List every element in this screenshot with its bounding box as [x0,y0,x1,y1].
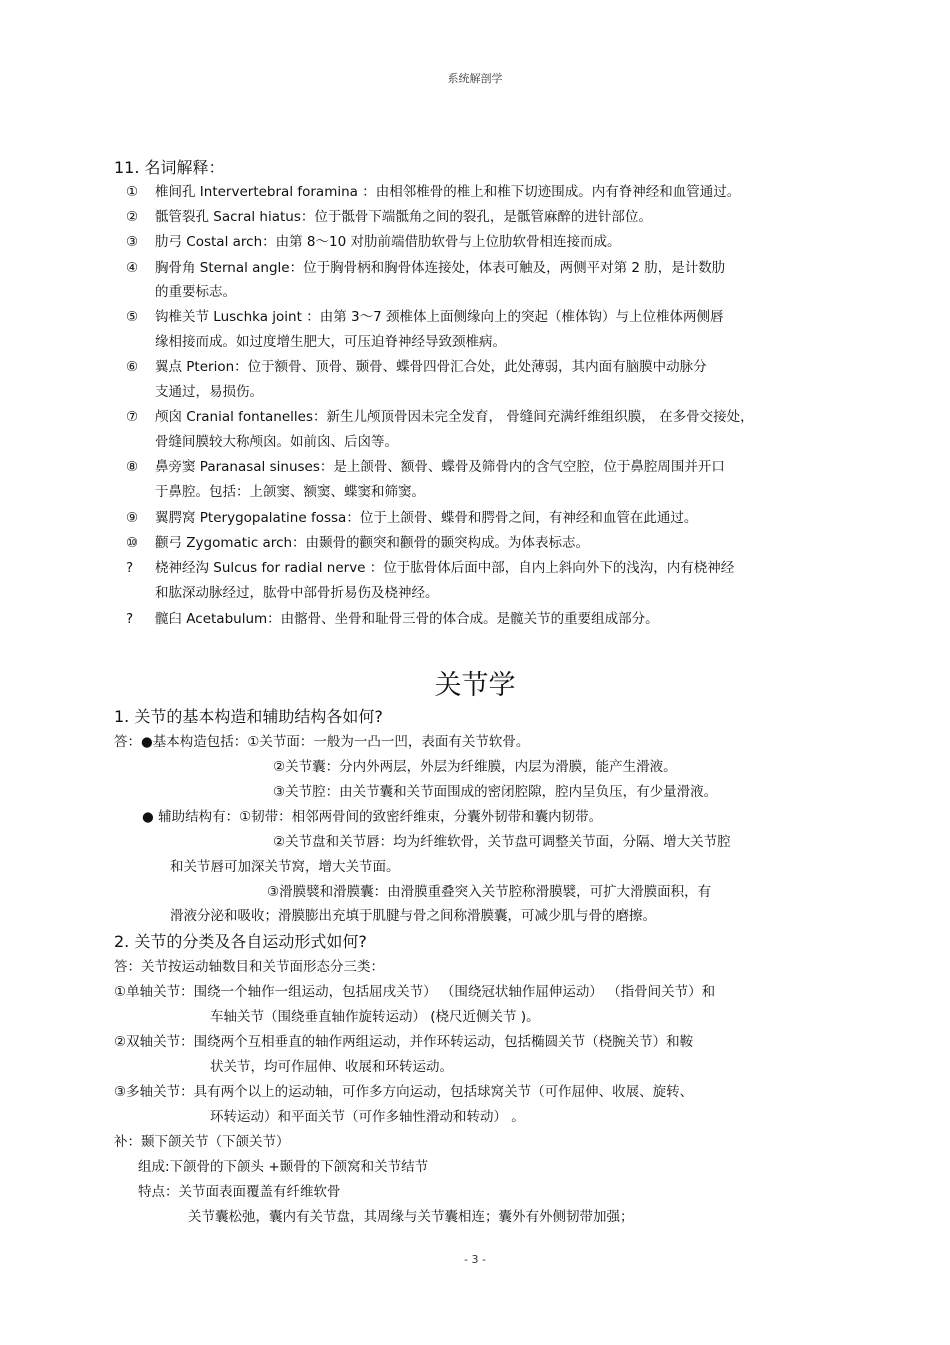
item-text-cont: 和肱深动脉经过，肱骨中部骨折易伤及桡神经。 [155,585,439,601]
item-text: 翼点 Pterion：位于额骨、顶骨、颞骨、蝶骨四骨汇合处，此处薄弱，其内面有脑膜中动脉分 [155,359,707,375]
answer-line: ● 辅助结构有：①韧带：相邻两骨间的致密纤维束，分囊外韧带和囊内韧带。 [142,809,603,825]
answer-line: ③多轴关节：具有两个以上的运动轴，可作多方向运动，包括球窝关节（可作屈伸、收展、旋转、 [114,1084,694,1100]
item-text-cont: 的重要标志。 [155,284,236,300]
answer-line: 答：关节按运动轴数目和关节面形态分三类： [114,959,384,975]
answer-line: 车轴关节（围绕垂直轴作旋转运动） (桡尺近侧关节 )。 [210,1009,540,1025]
item-text: 髋臼 Acetabulum：由髂骨、坐骨和耻骨三骨的体合成。是髋关节的重要组成部分。 [155,611,659,627]
item-marker: ? [126,560,134,576]
item-text: 胸骨角 Sternal angle：位于胸骨柄和胸骨体连接处，体表可触及，两侧平对第 2 肋，是计数肋 [155,260,726,276]
answer-line: ②关节盘和关节唇：均为纤维软骨，关节盘可调整关节面，分隔、增大关节腔 [273,834,731,850]
answer-line: 环转运动）和平面关节（可作多轴性滑动和转动） 。 [210,1109,525,1125]
item-marker: ⑥ [126,359,139,375]
section-heading: 11. 名词解释： [114,158,225,177]
item-text: 桡神经沟 Sulcus for radial nerve ：位于肱骨体后面中部，自内上斜向外下的浅沟，内有桡神经 [155,560,735,576]
item-marker: ⑤ [126,309,139,325]
item-marker: ? [126,611,134,627]
answer-line: ①单轴关节：围绕一个轴作一组运动，包括屈戌关节） （围绕冠状轴作屈伸运动） （指骨间关节）和 [114,984,716,1000]
item-marker: ③ [126,234,139,250]
item-marker: ⑦ [126,409,139,425]
item-text: 钩椎关节 Luschka joint ：由第 3～7 颈椎体上面侧缘向上的突起（椎体钩）与上位椎体两侧唇 [155,309,724,325]
item-text-cont: 支通过，易损伤。 [155,384,263,400]
item-text: 骶管裂孔 Sacral hiatus：位于骶骨下端骶角之间的裂孔，是骶管麻醉的进针部位。 [155,209,652,225]
answer-line: ③滑膜襞和滑膜囊：由滑膜重叠突入关节腔称滑膜襞，可扩大滑膜面积，有 [267,884,712,900]
item-text: 颅囟 Cranial fontanelles：新生儿颅顶骨因未完全发育， 骨缝间充满纤维组织膜， 在多骨交接处， [155,409,754,425]
answer-line: 关节囊松弛，囊内有关节盘，其周缘与关节囊相连；囊外有外侧韧带加强； [188,1209,634,1225]
question-heading: 2. 关节的分类及各自运动形式如何? [114,932,367,951]
item-text: 翼腭窝 Pterygopalatine fossa：位于上颌骨、蝶骨和腭骨之间，有神经和血管在此通过。 [155,510,698,526]
item-marker: ⑨ [126,510,139,526]
item-text: 椎间孔 Intervertebral foramina ：由相邻椎骨的椎上和椎下切迹围成。内有脊神经和血管通过。 [155,184,741,200]
item-marker: ② [126,209,139,225]
page-header: 系统解剖学 [447,72,503,85]
item-marker: ⑧ [126,459,139,475]
chapter-title: 关节学 [434,670,516,701]
item-text: 颧弓 Zygomatic arch：由颞骨的颧突和颧骨的颞突构成。为体表标志。 [155,535,590,551]
answer-line: 状关节，均可作屈伸、收展和环转运动。 [210,1059,453,1075]
item-text-cont: 骨缝间膜较大称颅囟。如前囟、后囟等。 [155,434,398,450]
answer-line: ③关节腔：由关节囊和关节面围成的密闭腔隙，腔内呈负压，有少量滑液。 [273,784,718,800]
answer-line: ②关节囊：分内外两层，外层为纤维膜，内层为滑膜，能产生滑液。 [273,759,677,775]
item-marker: ① [126,184,139,200]
answer-line: 补：颞下颌关节（下颌关节） [114,1134,290,1150]
item-marker: ⑩ [126,535,139,551]
item-text-cont: 缘相接而成。如过度增生肥大，可压迫脊神经导致颈椎病。 [155,334,506,350]
answer-line: 滑液分泌和吸收；滑膜膨出充填于肌腱与骨之间称滑膜囊，可减少肌与骨的磨擦。 [170,908,656,924]
answer-line: ②双轴关节：围绕两个互相垂直的轴作两组运动，并作环转运动，包括椭圆关节（桡腕关节）和鞍 [114,1034,694,1050]
item-text: 鼻旁窦 Paranasal sinuses：是上颌骨、额骨、蝶骨及筛骨内的含气空腔，位于鼻腔周围并开口 [155,459,725,475]
question-heading: 1. 关节的基本构造和辅助结构各如何? [114,707,383,726]
page-number: - 3 - [464,1253,486,1266]
answer-line: 答：●基本构造包括：①关节面：一般为一凸一凹，表面有关节软骨。 [114,734,530,750]
item-text-cont: 于鼻腔。包括：上颌窦、额窦、蝶窦和筛窦。 [155,484,425,500]
item-marker: ④ [126,260,139,276]
answer-line: 和关节唇可加深关节窝，增大关节面。 [170,859,400,875]
answer-line: 特点：关节面表面覆盖有纤维软骨 [138,1184,341,1200]
item-text: 肋弓 Costal arch：由第 8～10 对肋前端借肋软骨与上位肋软骨相连接而成。 [155,234,621,250]
answer-line: 组成:下颌骨的下颌头 +颞骨的下颌窝和关节结节 [138,1159,429,1175]
